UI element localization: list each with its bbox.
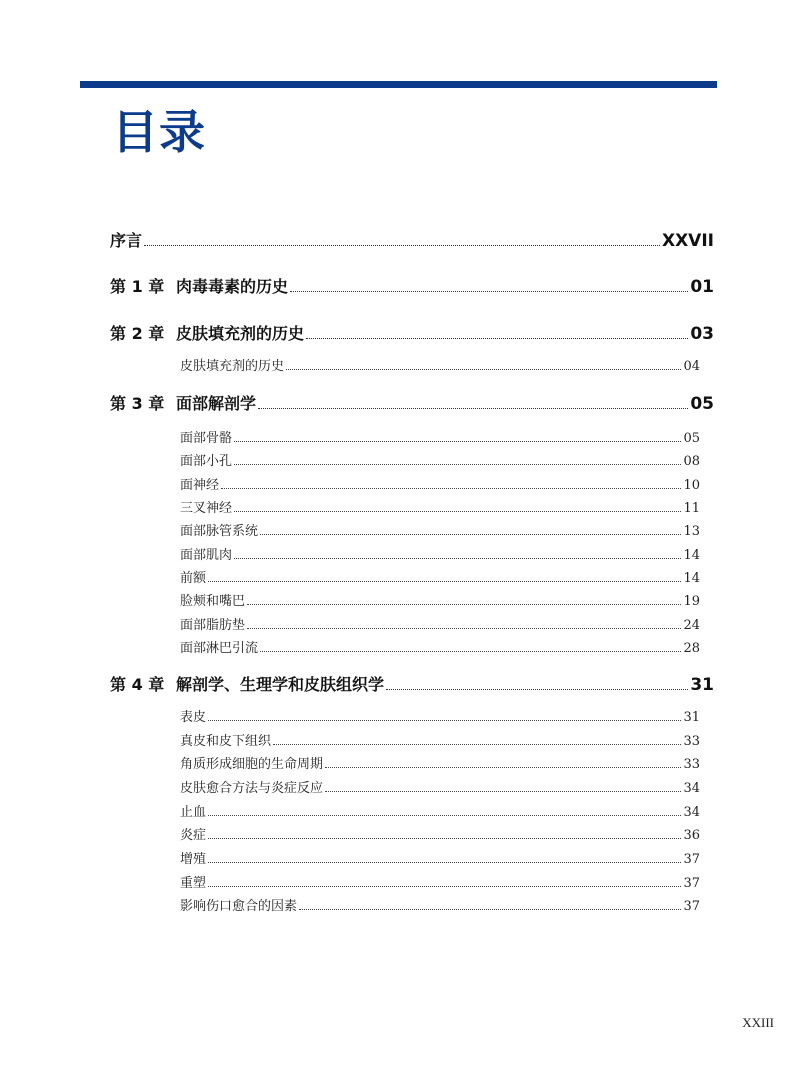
- entry-title: 面部解剖学: [176, 394, 257, 413]
- chapter-number: 第 3 章: [110, 394, 165, 413]
- chapter-number: 第 2 章: [110, 324, 165, 343]
- toc-section-entry[interactable]: [180, 754, 700, 772]
- entry-page-number: 34: [683, 781, 700, 796]
- entry-page-number: 37: [683, 852, 700, 867]
- toc-section-entry[interactable]: [180, 498, 700, 516]
- toc-section-entry[interactable]: [180, 849, 700, 867]
- toc-section-entry[interactable]: [180, 356, 700, 374]
- entry-page-number: 31: [683, 710, 700, 725]
- page-title: 目录: [112, 105, 206, 159]
- entry-title: 肉毒毒素的历史: [176, 277, 289, 296]
- entry-title: 面部肌肉: [180, 548, 233, 563]
- entry-page-number: 33: [683, 757, 700, 772]
- dot-leader: [247, 604, 681, 605]
- dot-leader: [325, 791, 681, 792]
- toc-section-entry[interactable]: [180, 825, 700, 843]
- toc-section-entry[interactable]: [180, 731, 700, 749]
- entry-page-number: 36: [683, 828, 700, 843]
- entry-page-number: XXVII: [661, 231, 714, 251]
- dot-leader: [208, 815, 681, 816]
- entry-title: 增殖: [180, 852, 207, 867]
- entry-page-number: 24: [683, 618, 700, 633]
- entry-title: 序言: [110, 231, 143, 250]
- entry-page-number: 10: [683, 478, 700, 493]
- toc-section-entry[interactable]: [180, 451, 700, 469]
- entry-page-number: 34: [683, 805, 700, 820]
- entry-title: 皮肤填充剂的历史: [180, 359, 285, 374]
- toc-section-entry[interactable]: [180, 521, 700, 539]
- dot-leader: [208, 862, 681, 863]
- entry-page-number: 13: [683, 524, 700, 539]
- entry-title: 解剖学、生理学和皮肤组织学: [176, 675, 385, 694]
- entry-title: 表皮: [180, 710, 207, 725]
- entry-title: 面部脉管系统: [180, 524, 259, 539]
- toc-section-entry[interactable]: [180, 638, 700, 656]
- toc-section-entry[interactable]: [180, 802, 700, 820]
- chapter-number: 第 4 章: [110, 675, 165, 694]
- entry-title: 面神经: [180, 478, 220, 493]
- entry-title: 面部骨骼: [180, 431, 233, 446]
- dot-leader: [260, 534, 681, 535]
- entry-title: 真皮和皮下组织: [180, 734, 272, 749]
- dot-leader: [208, 581, 681, 582]
- dot-leader: [208, 838, 681, 839]
- toc-section-entry[interactable]: [180, 591, 700, 609]
- dot-leader: [144, 245, 660, 246]
- entry-title: 角质形成细胞的生命周期: [180, 757, 324, 772]
- entry-title: 止血: [180, 805, 207, 820]
- dot-leader: [260, 651, 681, 652]
- entry-page-number: 08: [683, 454, 700, 469]
- toc-chapter-entry[interactable]: [110, 275, 714, 297]
- entry-title: 影响伤口愈合的因素: [180, 899, 298, 914]
- dot-leader: [290, 291, 688, 292]
- dot-leader: [325, 767, 681, 768]
- header-rule: [80, 81, 717, 88]
- entry-title: 炎症: [180, 828, 207, 843]
- dot-leader: [208, 720, 681, 721]
- dot-leader: [286, 369, 681, 370]
- dot-leader: [234, 558, 681, 559]
- entry-page-number: 14: [683, 571, 700, 586]
- toc-section-entry[interactable]: [180, 615, 700, 633]
- dot-leader: [386, 689, 688, 690]
- dot-leader: [273, 744, 681, 745]
- toc-chapter-entry[interactable]: [110, 673, 714, 695]
- toc-section-entry[interactable]: [180, 873, 700, 891]
- dot-leader: [234, 464, 681, 465]
- chapter-number: 第 1 章: [110, 277, 165, 296]
- entry-page-number: 19: [683, 594, 700, 609]
- toc-section-entry[interactable]: [180, 707, 700, 725]
- entry-page-number: 31: [690, 675, 714, 695]
- page-number: XXIII: [742, 1015, 774, 1030]
- entry-title: 皮肤填充剂的历史: [176, 324, 305, 343]
- dot-leader: [306, 338, 688, 339]
- dot-leader: [221, 488, 681, 489]
- entry-page-number: 37: [683, 899, 700, 914]
- toc-section-entry[interactable]: [180, 896, 700, 914]
- toc-section-entry[interactable]: [180, 545, 700, 563]
- toc-chapter-entry[interactable]: [110, 392, 714, 414]
- entry-title: 皮肤愈合方法与炎症反应: [180, 781, 324, 796]
- dot-leader: [234, 441, 681, 442]
- dot-leader: [208, 886, 681, 887]
- dot-leader: [234, 511, 681, 512]
- dot-leader: [258, 408, 688, 409]
- entry-title: 脸颊和嘴巴: [180, 594, 246, 609]
- toc-chapter-entry[interactable]: [110, 322, 714, 344]
- toc-section-entry[interactable]: [180, 475, 700, 493]
- entry-page-number: 11: [683, 501, 700, 516]
- entry-page-number: 14: [683, 548, 700, 563]
- entry-title: 重塑: [180, 876, 207, 891]
- entry-page-number: 03: [690, 324, 714, 344]
- entry-page-number: 33: [683, 734, 700, 749]
- entry-page-number: 37: [683, 876, 700, 891]
- toc-section-entry[interactable]: [180, 568, 700, 586]
- entry-page-number: 05: [683, 431, 700, 446]
- entry-page-number: 01: [690, 277, 714, 297]
- entry-page-number: 28: [683, 641, 700, 656]
- entry-title: 三叉神经: [180, 501, 233, 516]
- entry-page-number: 05: [690, 394, 714, 414]
- entry-page-number: 04: [683, 359, 700, 374]
- entry-title: 面部淋巴引流: [180, 641, 259, 656]
- toc-section-entry[interactable]: [180, 778, 700, 796]
- toc-section-entry[interactable]: [180, 428, 700, 446]
- dot-leader: [247, 628, 681, 629]
- entry-title: 面部脂肪垫: [180, 618, 246, 633]
- entry-title: 前额: [180, 571, 207, 586]
- entry-title: 面部小孔: [180, 454, 233, 469]
- toc-chapter-entry[interactable]: [110, 229, 714, 251]
- dot-leader: [299, 909, 681, 910]
